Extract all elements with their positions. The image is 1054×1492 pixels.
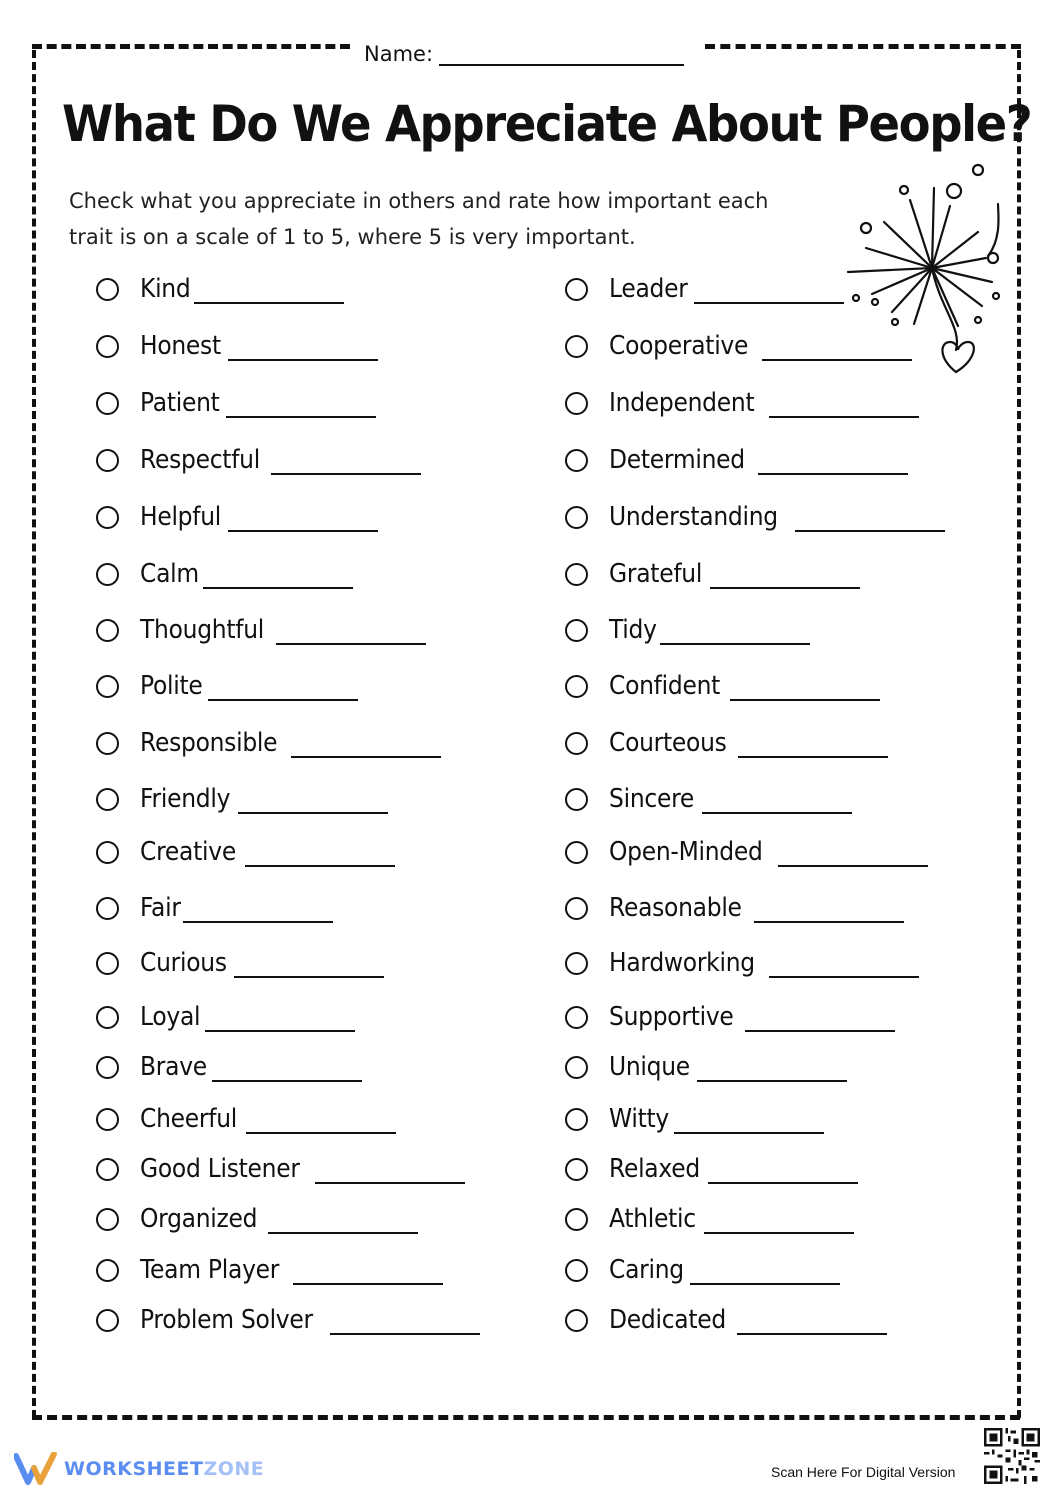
trait-checkbox[interactable]	[565, 335, 588, 358]
trait-item	[96, 1098, 396, 1140]
trait-item	[96, 553, 353, 595]
trait-item	[96, 1148, 465, 1190]
trait-item	[565, 553, 860, 595]
rating-blank-line[interactable]	[738, 728, 888, 758]
rating-blank-line[interactable]	[769, 948, 919, 978]
rating-blank-line[interactable]	[708, 1154, 858, 1184]
trait-checkbox[interactable]	[96, 619, 119, 642]
trait-label: Tidy	[609, 615, 657, 645]
trait-checkbox[interactable]	[565, 449, 588, 472]
trait-label: Calm	[140, 559, 199, 589]
rating-blank-line[interactable]	[745, 1002, 895, 1032]
trait-checkbox[interactable]	[565, 506, 588, 529]
trait-checkbox[interactable]	[565, 563, 588, 586]
rating-blank-line[interactable]	[758, 445, 908, 475]
rating-blank-line[interactable]	[293, 1255, 443, 1285]
trait-label: Curious	[140, 948, 227, 978]
trait-label: Dedicated	[609, 1305, 726, 1335]
trait-item	[96, 942, 384, 984]
trait-checkbox[interactable]	[96, 1056, 119, 1079]
trait-checkbox[interactable]	[96, 952, 119, 975]
trait-label: Witty	[609, 1104, 669, 1134]
trait-item	[565, 609, 810, 651]
trait-label: Helpful	[140, 502, 222, 532]
trait-item	[96, 1198, 418, 1240]
trait-checkbox[interactable]	[96, 563, 119, 586]
trait-checkbox[interactable]	[96, 278, 119, 301]
rating-blank-line[interactable]	[702, 784, 852, 814]
trait-label: Polite	[140, 671, 203, 701]
trait-checkbox[interactable]	[96, 506, 119, 529]
trait-label: Respectful	[140, 445, 260, 475]
rating-blank-line[interactable]	[710, 559, 860, 589]
trait-label: Kind	[140, 274, 191, 304]
trait-item	[565, 996, 895, 1038]
trait-checkbox[interactable]	[96, 1006, 119, 1029]
trait-item	[565, 665, 880, 707]
dashed-border-top-right	[705, 44, 1021, 49]
trait-checkbox[interactable]	[565, 1208, 588, 1231]
rating-blank-line[interactable]	[238, 784, 388, 814]
trait-label: Caring	[609, 1255, 684, 1285]
trait-item	[565, 722, 888, 764]
rating-blank-line[interactable]	[660, 615, 810, 645]
rating-blank-line[interactable]	[208, 671, 358, 701]
trait-checkbox[interactable]	[96, 335, 119, 358]
trait-item	[96, 778, 388, 820]
trait-item	[565, 1299, 887, 1341]
dashed-border-top-left	[32, 44, 350, 49]
trait-label: Open-Minded	[609, 837, 763, 867]
trait-label: Honest	[140, 331, 221, 361]
trait-label: Thoughtful	[140, 615, 265, 645]
trait-label: Good Listener	[140, 1154, 300, 1184]
rating-blank-line[interactable]	[212, 1052, 362, 1082]
trait-item	[565, 439, 908, 481]
trait-checkbox[interactable]	[565, 675, 588, 698]
trait-item	[565, 1249, 840, 1291]
trait-label: Brave	[140, 1052, 207, 1082]
trait-checkbox[interactable]	[565, 1006, 588, 1029]
trait-item	[96, 609, 426, 651]
rating-blank-line[interactable]	[205, 1002, 355, 1032]
dashed-border-bottom	[32, 1415, 1020, 1420]
trait-checkbox[interactable]	[565, 788, 588, 811]
trait-checkbox[interactable]	[565, 897, 588, 920]
rating-blank-line[interactable]	[246, 1104, 396, 1134]
name-blank-line[interactable]	[439, 42, 684, 66]
trait-item	[96, 722, 441, 764]
rating-blank-line[interactable]	[183, 893, 333, 923]
trait-label: Fair	[140, 893, 181, 923]
trait-item	[96, 382, 376, 424]
trait-item	[96, 325, 378, 367]
trait-label: Loyal	[140, 1002, 201, 1032]
trait-label: Organized	[140, 1204, 258, 1234]
trait-checkbox[interactable]	[565, 952, 588, 975]
trait-checkbox[interactable]	[96, 897, 119, 920]
brand-name-part1: WORKSHEET	[64, 1458, 204, 1480]
trait-item	[565, 496, 945, 538]
rating-blank-line[interactable]	[226, 388, 376, 418]
trait-checkbox[interactable]	[565, 1259, 588, 1282]
trait-item	[565, 1148, 858, 1190]
trait-item	[565, 887, 904, 929]
trait-label: Confident	[609, 671, 721, 701]
trait-label: Reasonable	[609, 893, 742, 923]
trait-checkbox[interactable]	[565, 1309, 588, 1332]
trait-checkbox[interactable]	[96, 1259, 119, 1282]
rating-blank-line[interactable]	[769, 388, 919, 418]
trait-item	[96, 887, 333, 929]
trait-checkbox[interactable]	[565, 732, 588, 755]
trait-label: Unique	[609, 1052, 690, 1082]
trait-checkbox[interactable]	[565, 1158, 588, 1181]
rating-blank-line[interactable]	[737, 1305, 887, 1335]
qr-code-icon[interactable]	[984, 1428, 1040, 1484]
trait-checkbox[interactable]	[565, 1056, 588, 1079]
trait-checkbox[interactable]	[96, 1208, 119, 1231]
trait-checkbox[interactable]	[96, 449, 119, 472]
trait-checkbox[interactable]	[96, 1108, 119, 1131]
rating-blank-line[interactable]	[194, 274, 344, 304]
trait-item	[96, 1249, 443, 1291]
trait-label: Team Player	[140, 1255, 280, 1285]
trait-label: Leader	[609, 274, 688, 304]
rating-blank-line[interactable]	[694, 274, 844, 304]
rating-blank-line[interactable]	[276, 615, 426, 645]
name-field	[364, 36, 684, 66]
trait-item	[565, 382, 919, 424]
trait-item	[565, 778, 852, 820]
trait-checkbox[interactable]	[565, 619, 588, 642]
rating-blank-line[interactable]	[315, 1154, 465, 1184]
rating-blank-line[interactable]	[330, 1305, 480, 1335]
trait-label: Understanding	[609, 502, 778, 532]
worksheet-title: What Do We Appreciate About People?	[62, 95, 1032, 153]
trait-label: Athletic	[609, 1204, 696, 1234]
trait-item	[96, 996, 355, 1038]
trait-label: Grateful	[609, 559, 703, 589]
trait-item	[565, 1046, 847, 1088]
trait-item	[96, 439, 421, 481]
trait-checkbox[interactable]	[96, 392, 119, 415]
trait-label: Hardworking	[609, 948, 755, 978]
dashed-border-right	[1017, 50, 1021, 1418]
trait-label: Creative	[140, 837, 236, 867]
brand-logo	[14, 1452, 264, 1486]
trait-label: Independent	[609, 388, 755, 418]
worksheetzone-logo-icon	[14, 1452, 58, 1486]
trait-label: Sincere	[609, 784, 695, 814]
rating-blank-line[interactable]	[245, 837, 395, 867]
rating-blank-line[interactable]	[690, 1255, 840, 1285]
trait-checkbox[interactable]	[96, 788, 119, 811]
rating-blank-line[interactable]	[754, 893, 904, 923]
rating-blank-line[interactable]	[268, 1204, 418, 1234]
rating-blank-line[interactable]	[730, 671, 880, 701]
rating-blank-line[interactable]	[234, 948, 384, 978]
trait-label: Responsible	[140, 728, 278, 758]
trait-checkbox[interactable]	[565, 1108, 588, 1131]
trait-item	[96, 1299, 480, 1341]
rating-blank-line[interactable]	[704, 1204, 854, 1234]
trait-checkbox[interactable]	[565, 841, 588, 864]
rating-blank-line[interactable]	[203, 559, 353, 589]
trait-checkbox[interactable]	[96, 841, 119, 864]
trait-label: Courteous	[609, 728, 727, 758]
trait-checkbox[interactable]	[96, 1158, 119, 1181]
trait-label: Friendly	[140, 784, 231, 814]
rating-blank-line[interactable]	[228, 331, 378, 361]
trait-item	[96, 665, 358, 707]
dashed-border-left	[32, 50, 36, 1418]
trait-item	[96, 268, 344, 310]
rating-blank-line[interactable]	[762, 331, 912, 361]
trait-checkbox[interactable]	[565, 278, 588, 301]
trait-item	[96, 1046, 362, 1088]
trait-item	[565, 1098, 824, 1140]
trait-label: Cooperative	[609, 331, 749, 361]
brand-name	[64, 1458, 264, 1480]
rating-blank-line[interactable]	[795, 502, 945, 532]
trait-item	[565, 942, 919, 984]
trait-checkbox[interactable]	[565, 392, 588, 415]
trait-item	[565, 325, 912, 367]
trait-label: Problem Solver	[140, 1305, 313, 1335]
trait-label: Relaxed	[609, 1154, 700, 1184]
trait-checkbox[interactable]	[96, 732, 119, 755]
trait-label: Supportive	[609, 1002, 734, 1032]
trait-item	[565, 831, 928, 873]
rating-blank-line[interactable]	[778, 837, 928, 867]
instructions-text: Check what you appreciate in others and rate how important each trait is on a scale of 1 to 5, where 5 is very important.	[69, 189, 769, 249]
trait-checkbox[interactable]	[96, 675, 119, 698]
trait-label: Cheerful	[140, 1104, 238, 1134]
scan-caption: Scan Here For Digital Version	[771, 1464, 956, 1480]
name-label: Name:	[364, 42, 434, 66]
trait-item	[565, 1198, 854, 1240]
rating-blank-line[interactable]	[291, 728, 441, 758]
trait-checkbox[interactable]	[96, 1309, 119, 1332]
rating-blank-line[interactable]	[674, 1104, 824, 1134]
trait-item	[565, 268, 844, 310]
trait-item	[96, 496, 378, 538]
rating-blank-line[interactable]	[697, 1052, 847, 1082]
trait-label: Patient	[140, 388, 220, 418]
rating-blank-line[interactable]	[271, 445, 421, 475]
brand-name-part2: ZONE	[203, 1458, 265, 1480]
rating-blank-line[interactable]	[228, 502, 378, 532]
trait-item	[96, 831, 395, 873]
trait-label: Determined	[609, 445, 745, 475]
